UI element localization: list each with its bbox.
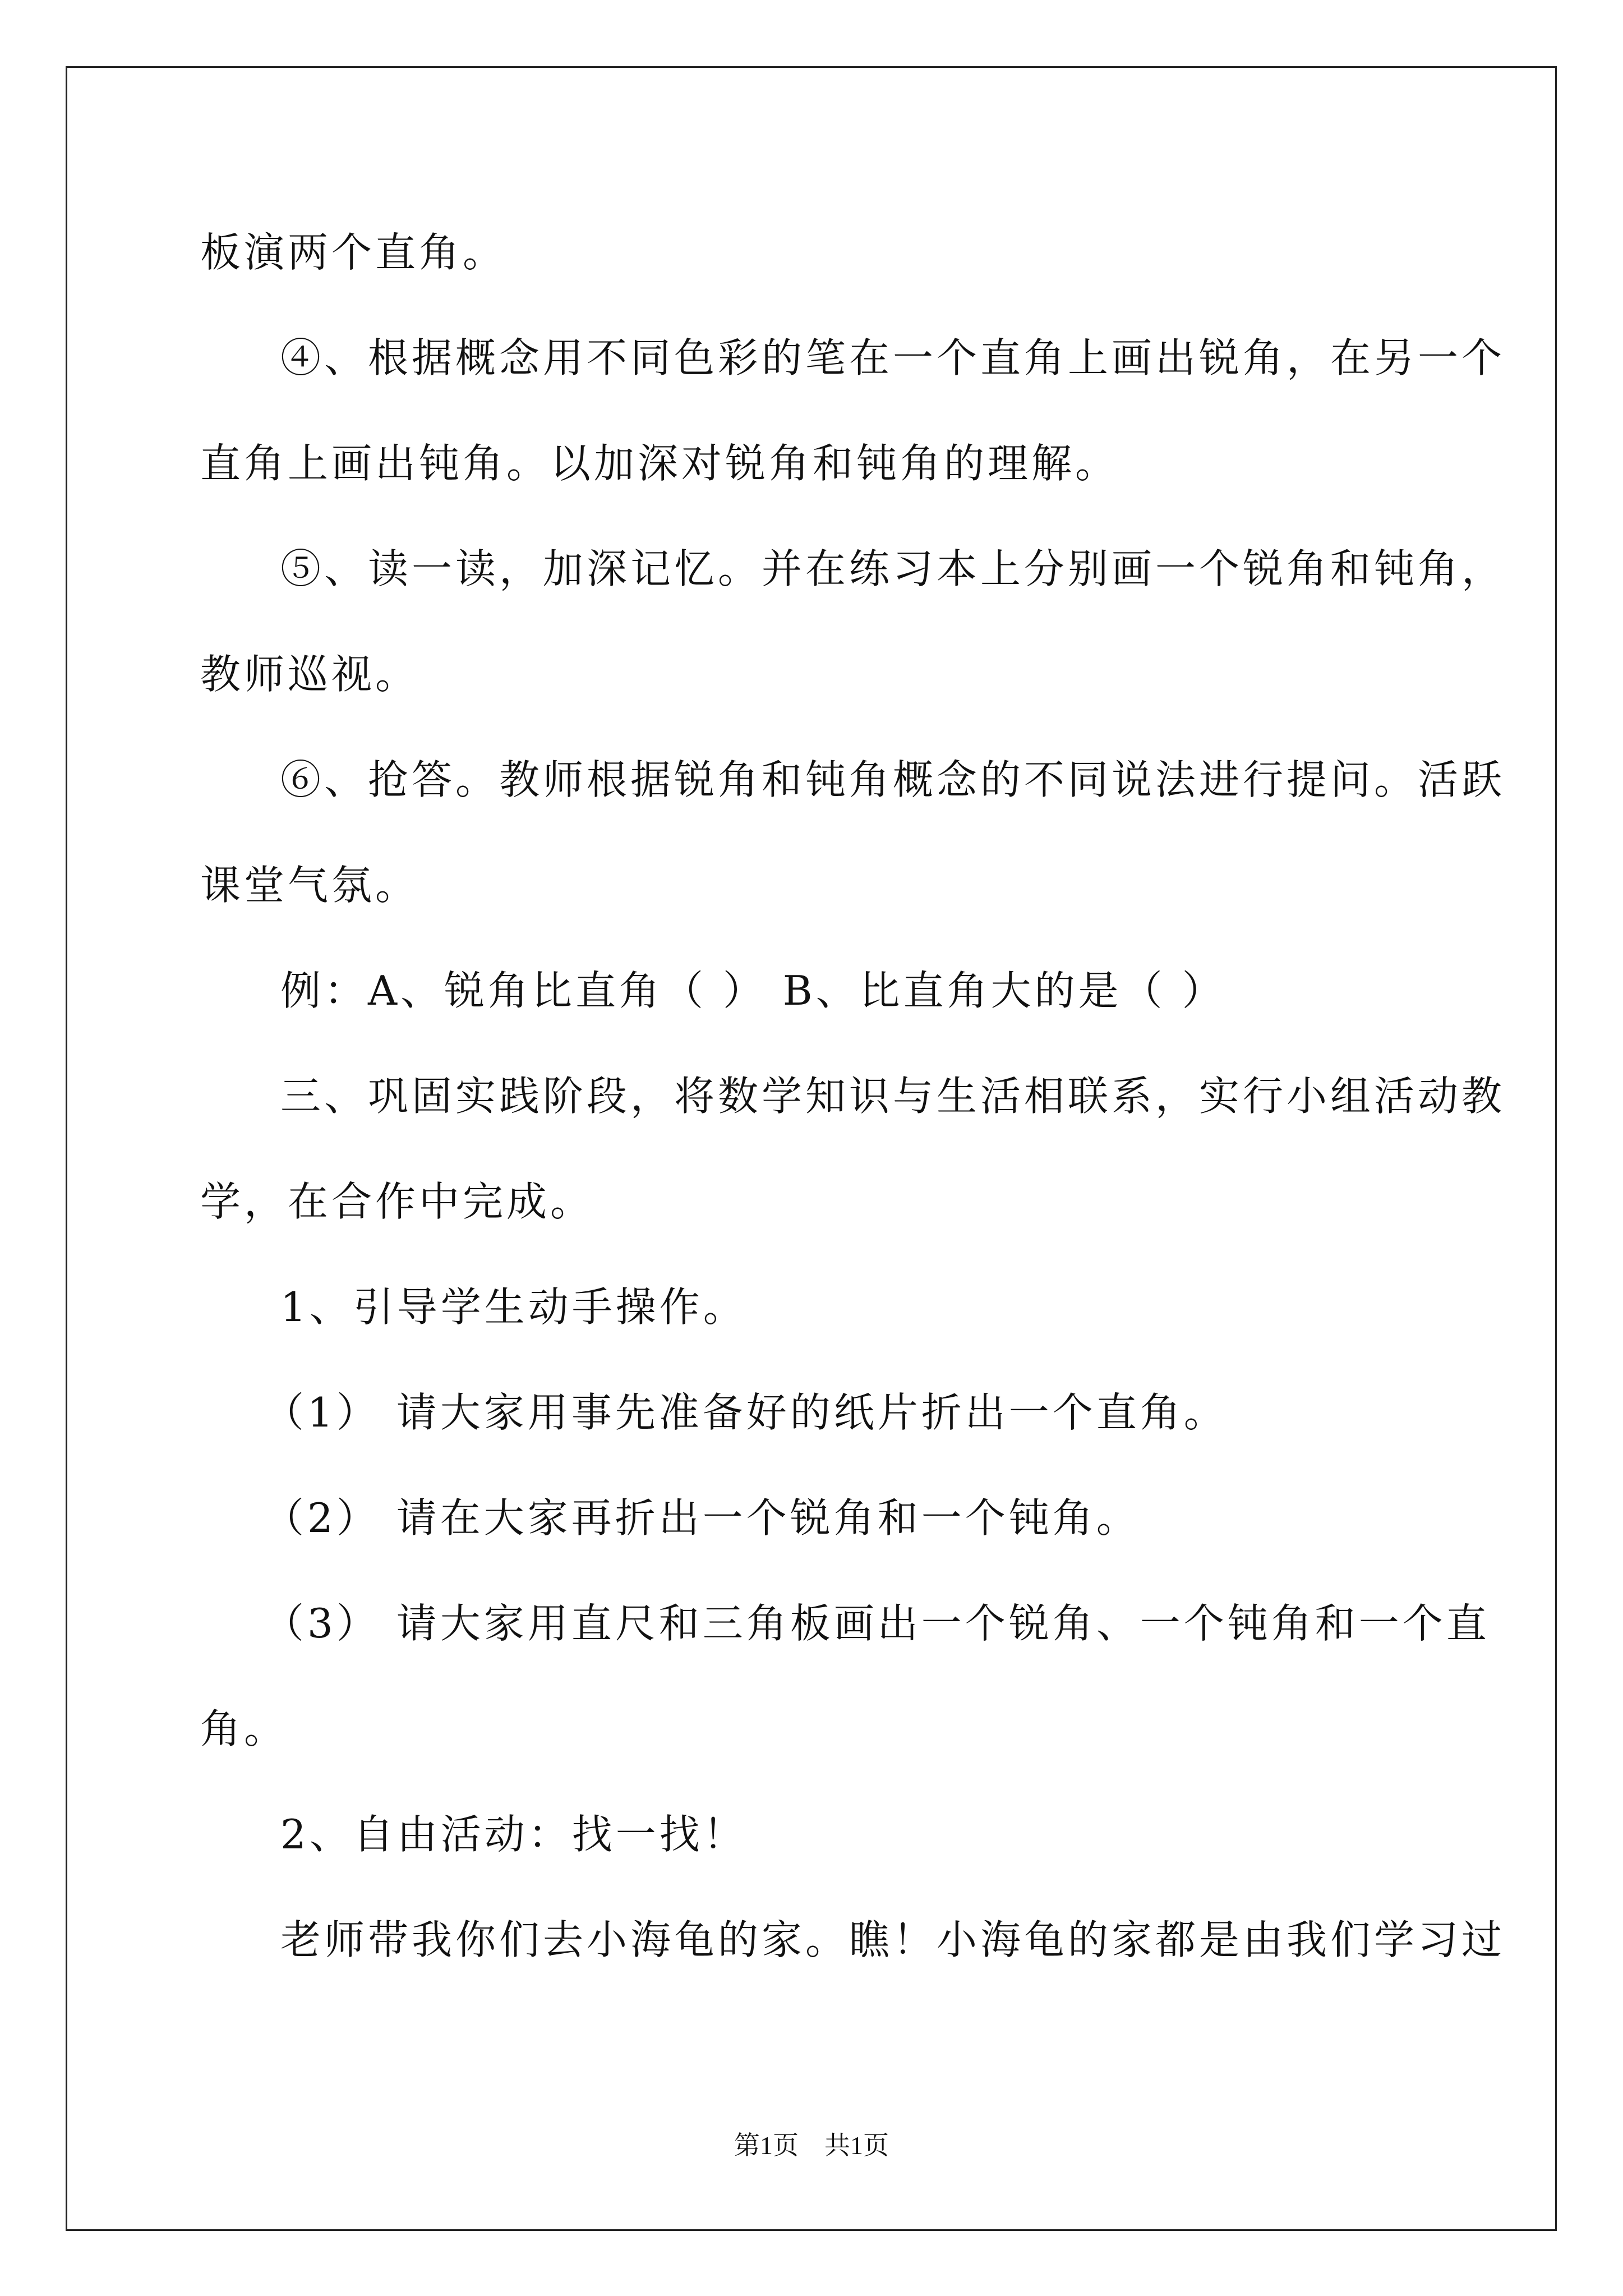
text-line: ⑥、抢答。教师根据锐角和钝角概念的不同说法进行提问。活跃 [280, 756, 1506, 803]
text-line: 教师巡视。 [200, 651, 419, 698]
text-line: （2） 请在大家再折出一个锐角和一个钝角。 [264, 1494, 1140, 1542]
text-line: 板演两个直角。 [200, 229, 507, 276]
text-line: 例：A、锐角比直角（ ） B、比直角大的是（ ） [280, 967, 1226, 1014]
page-border [66, 66, 1557, 2231]
text-line: ⑤、读一读，加深记忆。并在练习本上分别画一个锐角和钝角， [280, 545, 1506, 592]
text-line: 三、巩固实践阶段，将数学知识与生活相联系，实行小组活动教 [280, 1073, 1506, 1120]
page-number-footer: 第1页 共1页 [734, 2131, 889, 2160]
text-line: （1） 请大家用事先准备好的纸片折出一个直角。 [264, 1389, 1228, 1436]
text-line: 直角上画出钝角。以加深对锐角和钝角的理解。 [200, 440, 1119, 487]
text-line: 角。 [200, 1705, 288, 1752]
text-line: ④、根据概念用不同色彩的笔在一个直角上画出锐角，在另一个 [280, 334, 1506, 381]
text-line: 课堂气氛。 [200, 862, 419, 909]
text-line: 学，在合作中完成。 [200, 1178, 594, 1225]
text-line: 老师带我你们去小海龟的家。瞧！小海龟的家都是由我们学习过 [280, 1916, 1506, 1963]
text-line: 2、自由活动：找一找！ [280, 1811, 747, 1858]
text-line: 1、引导学生动手操作。 [280, 1283, 747, 1331]
text-line: （3） 请大家用直尺和三角板画出一个锐角、一个钝角和一个直 [264, 1600, 1490, 1647]
